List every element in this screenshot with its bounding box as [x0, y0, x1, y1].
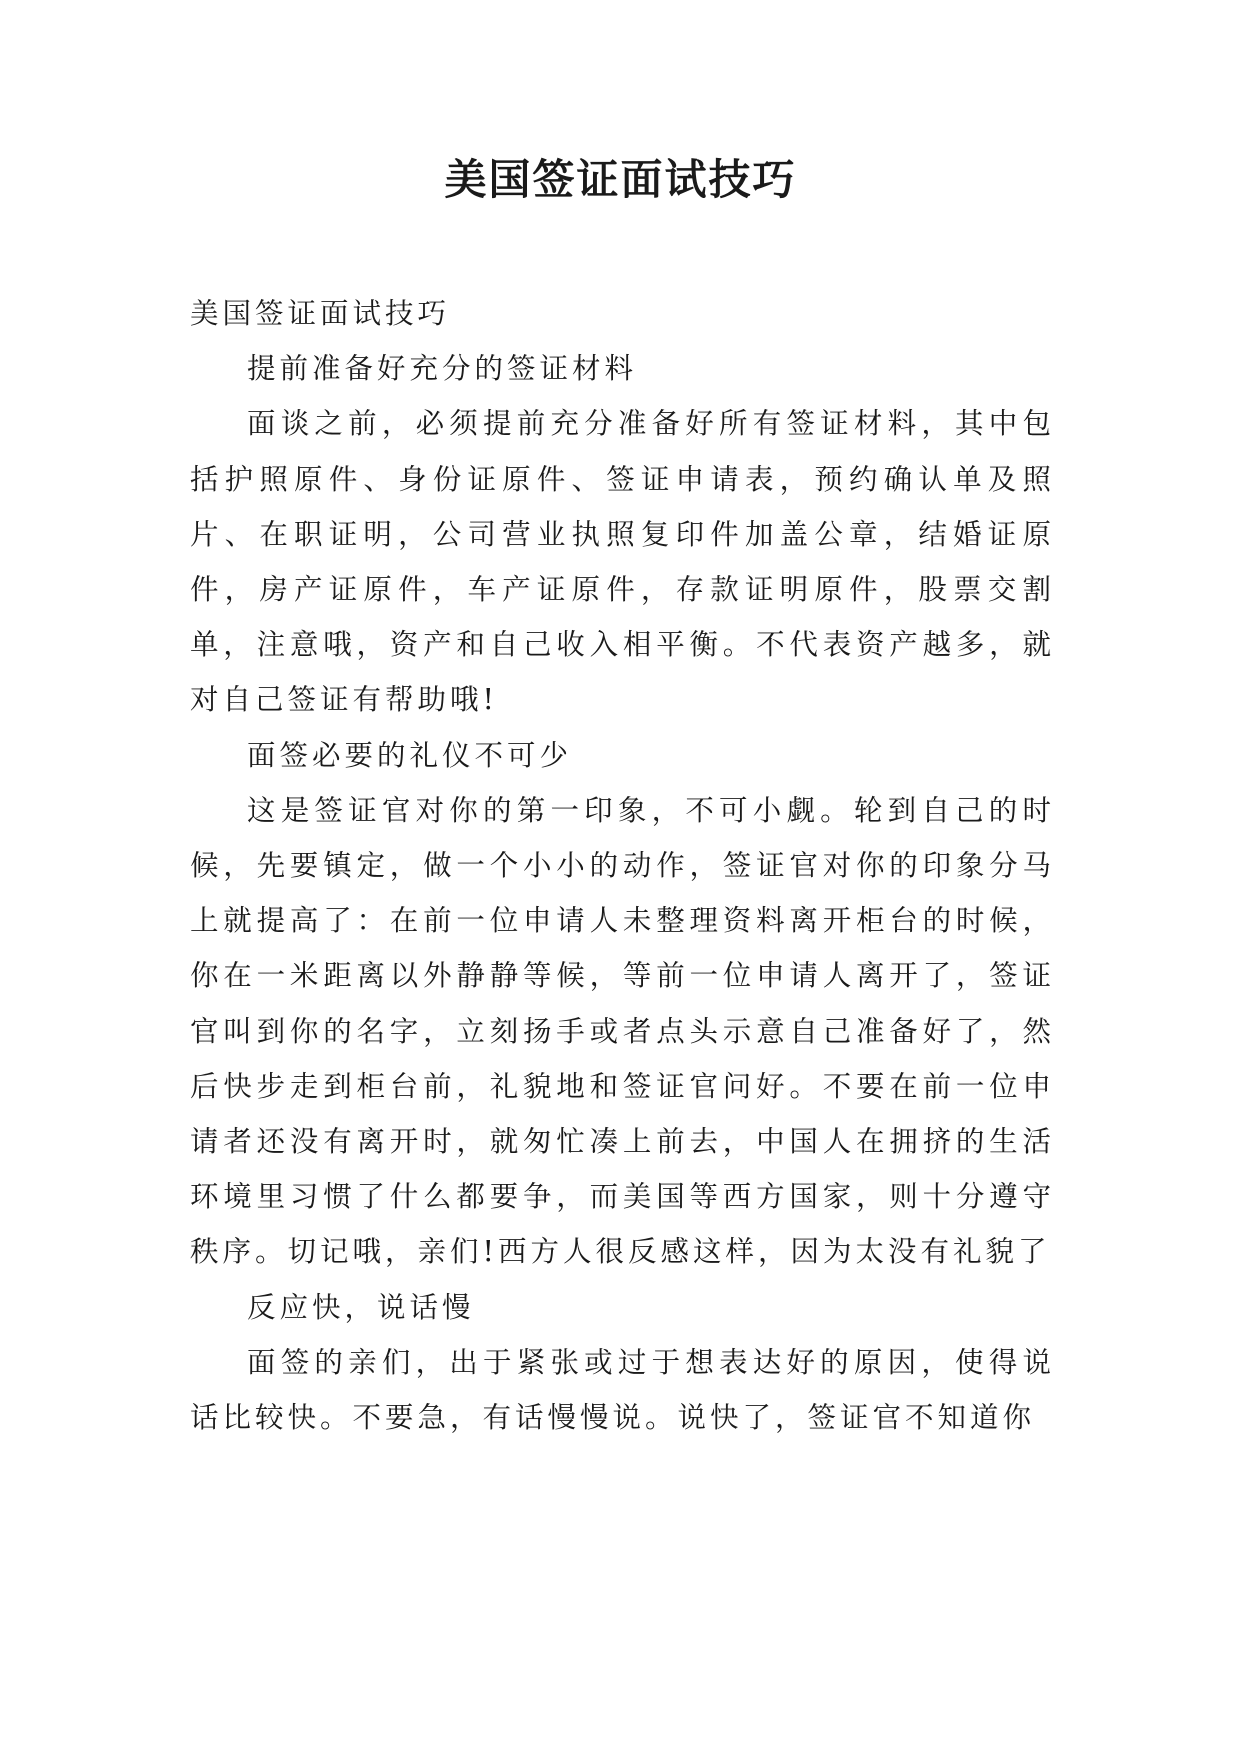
body-heading: 美国签证面试技巧	[190, 297, 451, 330]
section-heading-speaking: 反应快，说话慢	[247, 1290, 475, 1324]
paragraph-etiquette: 这是签证官对你的第一印象，不可小觑。轮到自己的时候，先要镇定，做一个小小的动作，签证官对你的印象分马上就提高了：在前一位申请人未整理资料离开柜台的时候，你在一米距离以外静静等候，等前一位申请人离开了，签证官叫到你的名字，立刻扬手或者点头示意自己准备好了，然后快步走到柜台前，礼貌地和签证官问好。不要在前一位申请者还没有离开时，就匆忙凑上前去，中国人在拥挤的生活环境里习惯了什么都要争，而美国等西方国家，则十分遵守秩序。切记哦，亲们!西方人很反感这样，因为太没有礼貌了	[190, 793, 1055, 1269]
paragraph-materials: 面谈之前，必须提前充分准备好所有签证材料，其中包括护照原件、身份证原件、签证申请表，预约确认单及照片、在职证明，公司营业执照复印件加盖公章，结婚证原件，房产证原件，车产证原件，存款证明原件，股票交割单，注意哦，资产和自己收入相平衡。不代表资产越多，就对自己签证有帮助哦!	[190, 407, 1055, 717]
section-heading-materials: 提前准备好充分的签证材料	[247, 352, 638, 386]
document-body	[190, 286, 1055, 1445]
paragraph-speaking: 面签的亲们，出于紧张或过于想表达好的原因，使得说话比较快。不要急，有话慢慢说。说快了，签证官不知道你	[190, 1345, 1055, 1435]
document-title: 美国签证面试技巧	[444, 155, 797, 204]
section-heading-etiquette: 面签必要的礼仪不可少	[247, 738, 573, 772]
